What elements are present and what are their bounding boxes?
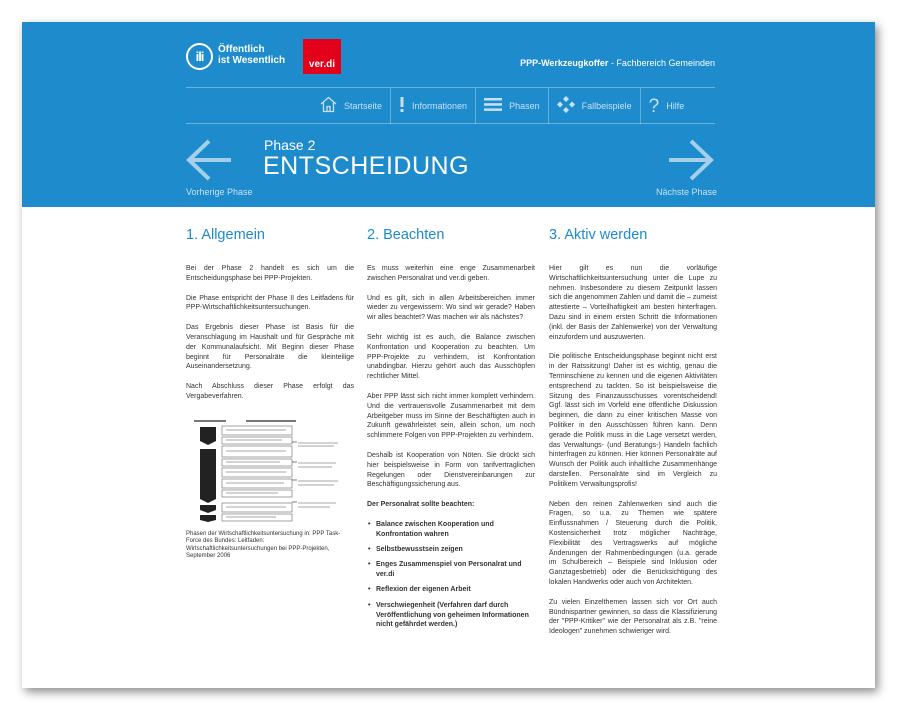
- paragraph: Das Ergebnis dieser Phase ist Basis für die Veranschlagung im Haushalt und für Gespräche mit der Kommunalaufsicht. Mit Beginn dieser Phase beginnt für Personalräte die kleinteilige Auseinandersetzung.: [186, 324, 354, 371]
- nav-label: Startseite: [344, 101, 383, 111]
- diagram-caption: Phasen der Wirtschaftlichkeitsuntersuchung in: PPP Task-Force des Bundes: Leitfaden: Wirtschaftlichkeitsuntersuchungen bei PPP-Projekten, September 2006: [186, 530, 341, 560]
- logo-text[interactable]: [218, 44, 285, 66]
- bullet-list: [367, 520, 535, 630]
- column-allgemein: [186, 227, 354, 561]
- verdi-logo[interactable]: [303, 39, 341, 74]
- main-nav: [312, 88, 692, 124]
- list-item: • Balance zwischen Kooperation und Konfrontation wahren: [376, 520, 535, 540]
- site-title-bold: PPP-Werkzeugkoffer: [520, 58, 609, 68]
- diamonds-icon: [557, 96, 575, 116]
- paragraph: Zu vielen Einzelthemen lassen sich vor Ort auch Bündnispartner gewinnen, so dass die Klassifizierung der "PPP-Kritiker" wie der Personalrat als z.B. "reine Ideologen" zunehmen schwieriger wird.: [549, 598, 717, 636]
- list-icon: [484, 97, 502, 115]
- paragraph: Und es gilt, sich in allen Arbeitsbereichen immer wieder zu vergewissern: Wo sind wir gerade? Haben wir alles beachtet? Was machen wir als nächstes?: [367, 294, 535, 322]
- logo-line-2: ist Wesentlich: [218, 55, 286, 66]
- paragraph: Nach Abschluss dieser Phase erfolgt das Vergabeverfahren.: [186, 383, 354, 400]
- phase-title: ENTSCHEIDUNG: [263, 152, 470, 180]
- paragraph: Die Phase entspricht der Phase II des Leitfadens für PPP-Wirtschaftlichkeitsuntersuchungen.: [186, 294, 354, 312]
- paragraph: Bei der Phase 2 handelt es sich um die Entscheidungsphase bei PPP-Projekten.: [186, 265, 354, 282]
- list-item: • Verschwiegenheit (Verfahren darf durch Veröffentlichung von geheimen Informationen nicht gefährdet werden.): [376, 601, 535, 630]
- phase-diagram-image[interactable]: [186, 415, 344, 523]
- info-icon: [399, 96, 405, 116]
- nav-item-fallbeispiele[interactable]: [548, 88, 640, 124]
- page: [22, 22, 875, 688]
- help-icon: ?: [648, 95, 660, 117]
- prev-arrow-icon[interactable]: [185, 138, 233, 191]
- next-arrow-icon[interactable]: [667, 138, 715, 191]
- paragraph: Aber PPP lässt sich nicht immer komplett verhindern. Und die vertrauensvolle Zusammenarbeit mit dem Arbeitgeber muss im Sinne der Beschäftigten auch in Zukunft gewährleistet sein, allein schon, um noch schlimmere Folgen von PPP-Projekten zu verhindern.: [367, 392, 535, 440]
- nav-label: Informationen: [412, 101, 468, 111]
- nav-item-hilfe[interactable]: [640, 88, 693, 124]
- column-beachten: [367, 227, 535, 636]
- nav-item-startseite[interactable]: [312, 88, 390, 124]
- phase-number: Phase 2: [264, 137, 316, 153]
- list-item: • Selbstbewusstsein zeigen: [376, 545, 535, 555]
- home-icon: [320, 96, 337, 116]
- column-aktiv-werden: [549, 227, 717, 647]
- nav-label: Fallbeispiele: [581, 101, 632, 111]
- site-title-rest: - Fachbereich Gemeinden: [608, 58, 715, 68]
- section-heading: 2. Beachten: [367, 227, 445, 243]
- section-heading: 1. Allgemein: [186, 227, 265, 243]
- nav-item-phasen[interactable]: [475, 88, 548, 124]
- logo-mark-icon[interactable]: [186, 43, 213, 70]
- list-title: Der Personalrat sollte beachten:: [367, 501, 475, 509]
- list-item: • Reflexion der eigenen Arbeit: [376, 585, 535, 595]
- nav-item-informationen[interactable]: [390, 88, 475, 124]
- paragraph: Sehr wichtig ist es auch, die Balance zwischen Konfrontation und Kooperation zu beachten. Um PPP-Projekte zu verhindern, ist Konfrontation unabdingbar. Hierzu gehört auch das Ausschöpfen rechtlicher Mittel.: [367, 333, 535, 381]
- logo-mark-text: ili: [195, 49, 204, 64]
- divider: [186, 123, 715, 124]
- list-item: • Enges Zusammenspiel von Personalrat und ver.di: [376, 560, 535, 580]
- site-title: [520, 58, 715, 68]
- paragraph: Die politische Entscheidungsphase beginnt nicht erst in der Ratssitzung! Daher ist es wichtig, genau die Terminschiene zu kennen und die eigenen Aktivitäten entsprechend zu tackten. So ist beispielsweise die Sitzung des Finanzausschusses vorentscheidend! Ggf. lässt sich im Vorfeld eine öffentliche Diskussion beginnen, die dann zu einer kritischen Masse von Politiker in den Ausschüssen führen kann. Denn gerade die Politik muss in die Lage versetzt werden, das Verwaltungs- (und Beratungs-) Handeln fachlich hinterfragen zu können. Hier können Personalräte auf Wunsch der Politik auch inhaltliche Zusammenhänge darstellen. Personalräte sind im Vergleich zu Politikern Verwaltungsprofis!: [549, 353, 717, 488]
- paragraph: Es muss weiterhin eine enge Zusammenarbeit zwischen Personalrat und ver.di geben.: [367, 265, 535, 282]
- nav-label: Phasen: [509, 101, 540, 111]
- paragraph: Deshalb ist Kooperation von Nöten. Sie drückt sich hier beispielsweise in Form von tarifvertraglichen Regelungen oder Dienstvereinbarungen zur Beschäftigungssicherung aus.: [367, 451, 535, 489]
- paragraph: Neben den reinen Zahlenwerken sind auch die Fragen, so u.a. zu Themen wie spätere Einflussnahmen / Steuerung durch die Politik, Kostensicherheit trotz möglicher Nachträge, Flexibilität des Vertragswerks auf mögliche Änderungen der Rahmenbedingungen (u.a. gerade im Schulbereich – Beispiele sind Inklusion oder Ganztagesbetrieb) oder die Berücksichtigung des lokalen Handwerks oder auch von Architekten.: [549, 500, 717, 586]
- next-phase-link[interactable]: Nächste Phase: [656, 187, 718, 197]
- prev-phase-link[interactable]: Vorherige Phase: [186, 187, 253, 197]
- section-heading: 3. Aktiv werden: [549, 227, 648, 243]
- nav-label: Hilfe: [666, 101, 685, 111]
- verdi-logo-text: ver.di: [308, 59, 336, 70]
- header: [22, 22, 875, 207]
- logo-line-1: Öffentlich: [218, 44, 265, 55]
- paragraph: Hier gilt es nun die vorläufige Wirtschaftlichkeitsuntersuchung unter die Lupe zu nehmen. Insbesondere zu diesem Zeitpunkt lassen sich die angenommen Zahlen und damit die – zumeist attestierte – Vorteilhaftigkeit am besten hinterfragen. Dazu sind in einem ersten Schritt die Informationen (inkl. der Basis der Zahlenwerke) von der Verwaltung einzufordern und auszuwerten.: [549, 265, 717, 341]
